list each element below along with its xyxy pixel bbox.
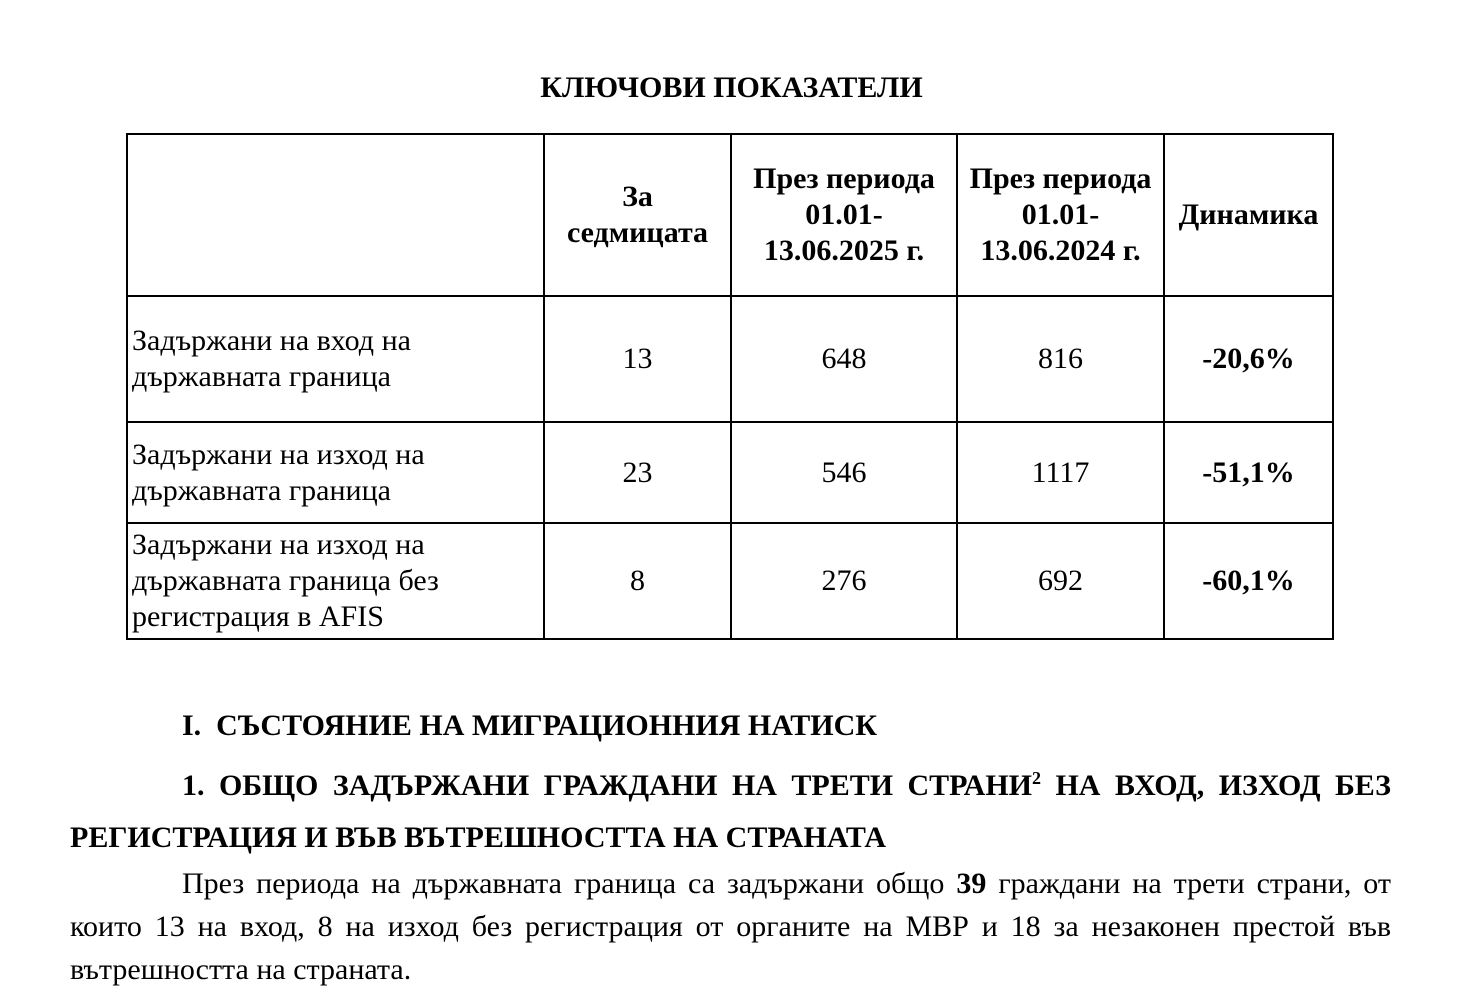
row-label-line: държавната граница <box>132 473 391 507</box>
table-row <box>127 523 1333 639</box>
paragraph-text-end: граждани на трети страни, от които 13 на вход, 8 на изход без регистрация от органите на МВР и 18 за незаконен престой във вътрешността на страната. <box>70 867 1392 986</box>
subsection-heading-text: 1. ОБЩО ЗАДЪРЖАНИ ГРАЖДАНИ НА ТРЕТИ СТРАНИ <box>182 769 1033 802</box>
header-line: седмицата <box>566 216 709 249</box>
paragraph-total: 39 <box>956 867 987 900</box>
header-period-2025 <box>731 134 957 296</box>
cell-dynamics: -20,6% <box>1164 296 1333 422</box>
cell-week: 23 <box>544 422 731 523</box>
row-label-line: Задържани на изход на <box>132 528 425 561</box>
table-row <box>127 422 1333 523</box>
cell-period-2024: 1117 <box>957 422 1164 523</box>
page-title: КЛЮЧОВИ ПОКАЗАТЕЛИ <box>540 71 923 104</box>
row-label <box>127 422 544 523</box>
header-line: 13.06.2024 г. <box>980 234 1141 267</box>
cell-period-2024: 816 <box>957 296 1164 422</box>
header-line: За <box>622 180 653 213</box>
cell-week: 8 <box>544 523 731 639</box>
row-label-line: държавната граница <box>132 360 391 393</box>
body-paragraph <box>70 862 1391 991</box>
cell-period-2024: 692 <box>957 523 1164 639</box>
cell-dynamics: -51,1% <box>1164 422 1333 523</box>
cell-period-2025: 648 <box>731 296 957 422</box>
header-line: 13.06.2025 г. <box>763 234 925 267</box>
footnote-marker[interactable]: 2 <box>1032 768 1042 788</box>
header-period-2024 <box>957 134 1164 296</box>
row-label <box>127 296 544 422</box>
table-row <box>127 296 1333 422</box>
cell-period-2025: 546 <box>731 422 957 523</box>
header-line: 01.01- <box>1021 198 1100 231</box>
table-header-row <box>127 134 1333 296</box>
header-dynamics <box>1164 134 1333 296</box>
section-heading: I. СЪСТОЯНИЕ НА МИГРАЦИОННИЯ НАТИСК <box>182 709 878 742</box>
row-label-line: държавната граница без <box>132 564 439 597</box>
subsection-heading <box>70 760 1391 864</box>
subsection-heading-text-rest: НА ВХОД, ИЗХОД БЕЗ РЕГИСТРАЦИЯ И ВЪВ ВЪТРЕШНОСТТА НА СТРАНАТА <box>70 769 1391 854</box>
paragraph-text-start: През периода на държавната граница са задържани общо <box>182 867 957 900</box>
header-empty-cell <box>127 134 544 296</box>
cell-dynamics: -60,1% <box>1164 523 1333 639</box>
row-label-line: Задържани на вход на <box>132 324 411 357</box>
row-label-line: регистрация в AFIS <box>132 600 384 633</box>
row-label-line: Задържани на изход на <box>132 437 425 471</box>
key-indicators-table <box>126 133 1334 640</box>
header-line: 01.01- <box>805 198 883 231</box>
header-line: През периода <box>753 162 935 195</box>
header-line: Динамика <box>1178 198 1319 231</box>
cell-period-2025: 276 <box>731 523 957 639</box>
header-week <box>544 134 731 296</box>
row-label <box>127 523 544 639</box>
cell-week: 13 <box>544 296 731 422</box>
header-line: През периода <box>969 162 1152 195</box>
